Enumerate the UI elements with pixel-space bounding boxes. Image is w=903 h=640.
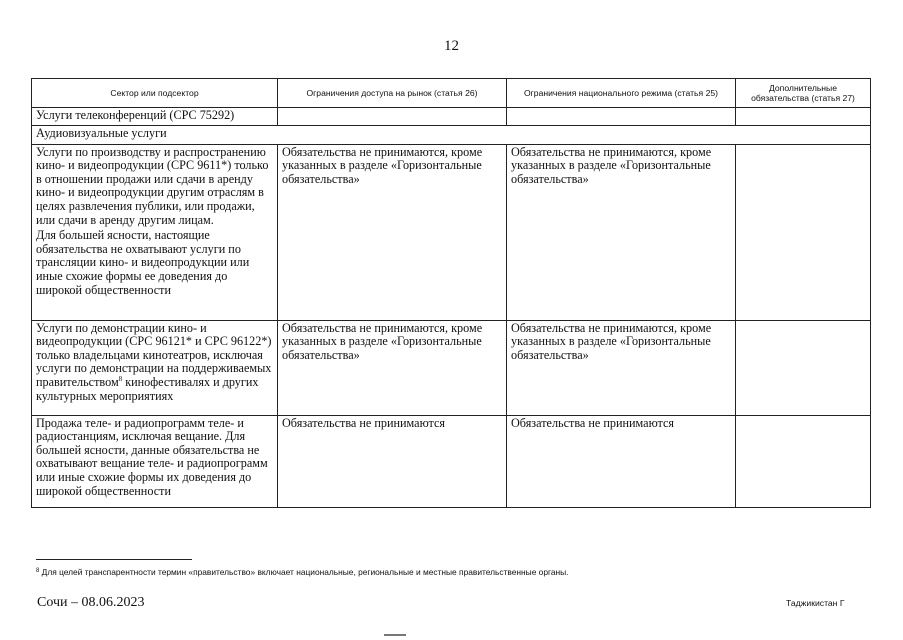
sector-paragraph: Для большей ясности, настоящие обязательства не охватывают услуги по трансляции кино- и видеопродукции или иные схожие формы ее доведения до широкой общественности [36,228,250,297]
table-section-row [32,125,871,144]
table-header-row [32,79,871,108]
table-row-film-distribution [32,144,871,320]
national-treatment-cell: Обязательства не принимаются, кроме указанных в разделе «Горизонтальные обязательства» [507,144,736,320]
national-treatment-cell: Обязательства не принимаются [507,415,736,507]
additional-cell [736,415,871,507]
footer-place-date: Сочи – 08.06.2023 [37,595,145,610]
national-treatment-cell: Обязательства не принимаются, кроме указанных в разделе «Горизонтальные обязательства» [507,320,736,415]
scan-mark [384,634,406,636]
market-access-cell [278,108,507,126]
header-national-treatment: Ограничения национального режима (статья 25) [507,79,736,108]
footnote-mark: 8 [36,568,40,574]
table-row-tv-radio-sales [32,415,871,507]
header-additional-commitments: Дополнительные обязательства (статья 27) [736,79,871,108]
section-heading-audiovisual: Аудиовизуальные услуги [32,125,871,144]
market-access-cell: Обязательства не принимаются, кроме указанных в разделе «Горизонтальные обязательства» [278,320,507,415]
header-market-access: Ограничения доступа на рынок (статья 26) [278,79,507,108]
sector-cell [32,320,278,415]
sector-paragraph: Услуги по производству и распространению кино- и видеопродукции (СРС 9611*) только в отношении продажи или сдачи в аренду кино- и видеопродукции другим отраслям в целях развлечения публики, или продажи, или сдачи в аренду другим лицам. [36,144,269,227]
table-row-film-exhibition [32,320,871,415]
market-access-cell: Обязательства не принимаются [278,415,507,507]
additional-cell [736,320,871,415]
sector-cell: Продажа теле- и радиопрограмм теле- и радиостанциям, исключая вещание. Для большей ясности, данные обязательства не охватывают вещание теле- и радиопрограмм или иные схожие формы их доведения до широкой общественности [32,415,278,507]
national-treatment-cell [507,108,736,126]
page-number: 12 [444,38,459,54]
footnote [36,567,569,577]
sector-text: кинофестивалях и других культурных мероприятиях [36,374,259,403]
footnote-text: Для целей транспарентности термин «правительство» включает национальные, региональные и местные правительственные органы. [39,567,569,577]
table-row-teleconference [32,108,871,126]
sector-cell: Услуги телеконференций (СРС 75292) [32,108,278,126]
footer-country: Таджикистан Г [786,598,845,608]
additional-cell [736,144,871,320]
sector-cell [32,144,278,320]
additional-cell [736,108,871,126]
footnote-divider [36,559,192,560]
market-access-cell: Обязательства не принимаются, кроме указанных в разделе «Горизонтальные обязательства» [278,144,507,320]
sector-text: Услуги по демонстрации кино- и видеопродукции (СРС 96121* и СРС 96122*) только владельцами кинотеатров, исключая услуги по демонстрации на поддерживаемых правительством [36,320,272,389]
commitments-table [31,78,871,508]
footnote-reference: 8 [118,374,123,383]
header-sector: Сектор или подсектор [32,79,278,108]
